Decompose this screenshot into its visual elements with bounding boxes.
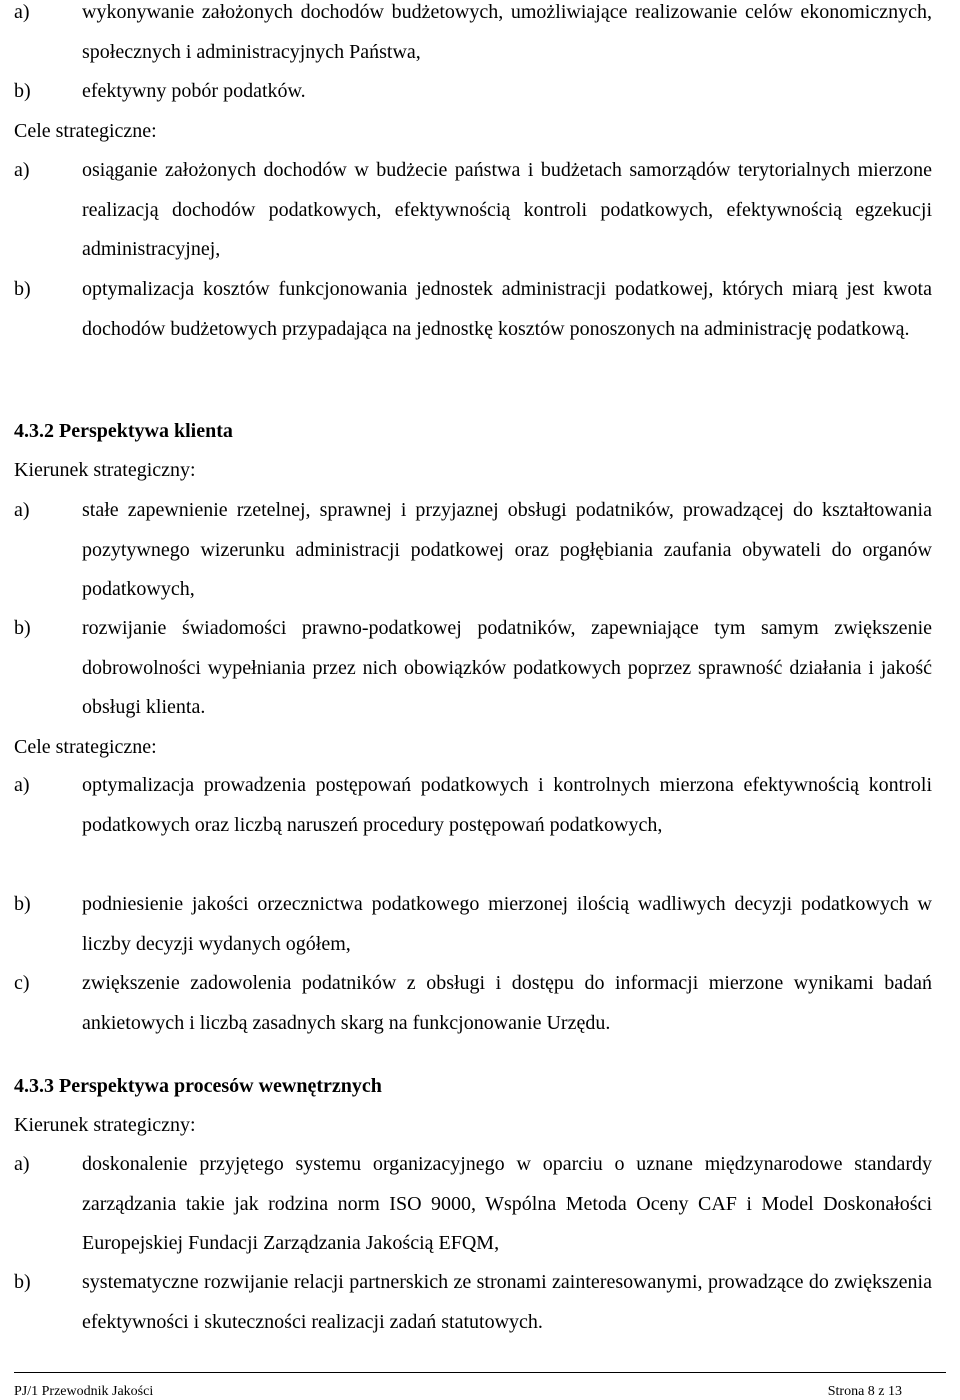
list-text: doskonalenie przyjętego systemu organizacyjnego w oparciu o uznane międzynarodowe standardy zarządzania takie jak rodzina norm ISO 9000, Wspólna Metoda Oceny CAF i Model Doskonałości Europejskiej Fundacji Zarządzania Jakością EFQM, bbox=[82, 1153, 932, 1254]
list-item bbox=[14, 766, 932, 845]
list-item bbox=[14, 1145, 932, 1264]
footer-page-number: Strona 8 z 13 bbox=[827, 1384, 902, 1399]
list-marker: b) bbox=[14, 893, 31, 915]
list-marker: a) bbox=[14, 1153, 30, 1175]
list-text: osiąganie założonych dochodów w budżecie państwa i budżetach samorządów terytorialnych mierzone realizacją dochodów podatkowych, efektywnością kontroli podatkowych, efektywnością egzekucji administracyjnej, bbox=[82, 159, 932, 260]
list-item bbox=[14, 609, 932, 728]
list-text: stałe zapewnienie rzetelnej, sprawnej i przyjaznej obsługi podatników, prowadzącej do kształtowania pozytywnego wizerunku administracji podatkowej oraz pogłębiania zaufania obywateli do organów podatkowych, bbox=[82, 499, 932, 600]
list-marker: a) bbox=[14, 1, 30, 23]
kierunek-strategiczny-label: Kierunek strategiczny: bbox=[14, 459, 196, 481]
list-text: optymalizacja kosztów funkcjonowania jednostek administracji podatkowej, których miarą jest kwota dochodów budżetowych przypadająca na jednostkę kosztów ponoszonych na administrację podatkową. bbox=[82, 278, 932, 340]
list-item bbox=[14, 1263, 932, 1342]
kierunek-strategiczny-label: Kierunek strategiczny: bbox=[14, 1114, 196, 1136]
list-item bbox=[14, 885, 932, 964]
list-marker: c) bbox=[14, 972, 30, 994]
list-item bbox=[14, 72, 932, 112]
list-marker: b) bbox=[14, 278, 31, 300]
list-text: podniesienie jakości orzecznictwa podatkowego mierzonej ilością wadliwych decyzji podatkowych w liczby decyzji wydanych ogółem, bbox=[82, 893, 932, 955]
list-marker: a) bbox=[14, 774, 30, 796]
cele-strategiczne-label: Cele strategiczne: bbox=[14, 736, 157, 758]
list-marker: a) bbox=[14, 159, 30, 181]
list-item bbox=[14, 270, 932, 349]
list-marker: b) bbox=[14, 1271, 31, 1293]
footer-divider bbox=[14, 1372, 946, 1373]
list-item bbox=[14, 0, 932, 72]
list-text: rozwijanie świadomości prawno-podatkowej podatników, zapewniające tym samym zwiększenie dobrowolności wypełniania przez nich obowiązków podatkowych poprzez sprawność działania i jakość obsługi klienta. bbox=[82, 617, 932, 718]
list-marker: b) bbox=[14, 80, 31, 102]
footer-document-title: PJ/1 Przewodnik Jakości bbox=[14, 1384, 154, 1399]
list-marker: a) bbox=[14, 499, 30, 521]
section-heading-4-3-2: 4.3.2 Perspektywa klienta bbox=[14, 420, 233, 442]
list-text: zwiększenie zadowolenia podatników z obsługi i dostępu do informacji mierzone wynikami badań ankietowych i liczbą zasadnych skarg na funkcjonowanie Urzędu. bbox=[82, 972, 932, 1034]
list-text: systematyczne rozwijanie relacji partnerskich ze stronami zainteresowanymi, prowadzące do zwiększenia efektywności i skuteczności realizacji zadań statutowych. bbox=[82, 1271, 932, 1333]
cele-strategiczne-label: Cele strategiczne: bbox=[14, 120, 157, 142]
list-item bbox=[14, 151, 932, 270]
list-item bbox=[14, 491, 932, 610]
list-item bbox=[14, 964, 932, 1043]
list-marker: b) bbox=[14, 617, 31, 639]
list-text: wykonywanie założonych dochodów budżetowych, umożliwiające realizowanie celów ekonomicznych, społecznych i administracyjnych Państwa, bbox=[82, 1, 932, 63]
section-heading-4-3-3: 4.3.3 Perspektywa procesów wewnętrznych bbox=[14, 1075, 382, 1097]
list-text: optymalizacja prowadzenia postępowań podatkowych i kontrolnych mierzona efektywnością kontroli podatkowych oraz liczbą naruszeń procedury postępowań podatkowych, bbox=[82, 774, 932, 836]
list-text: efektywny pobór podatków. bbox=[82, 80, 306, 102]
